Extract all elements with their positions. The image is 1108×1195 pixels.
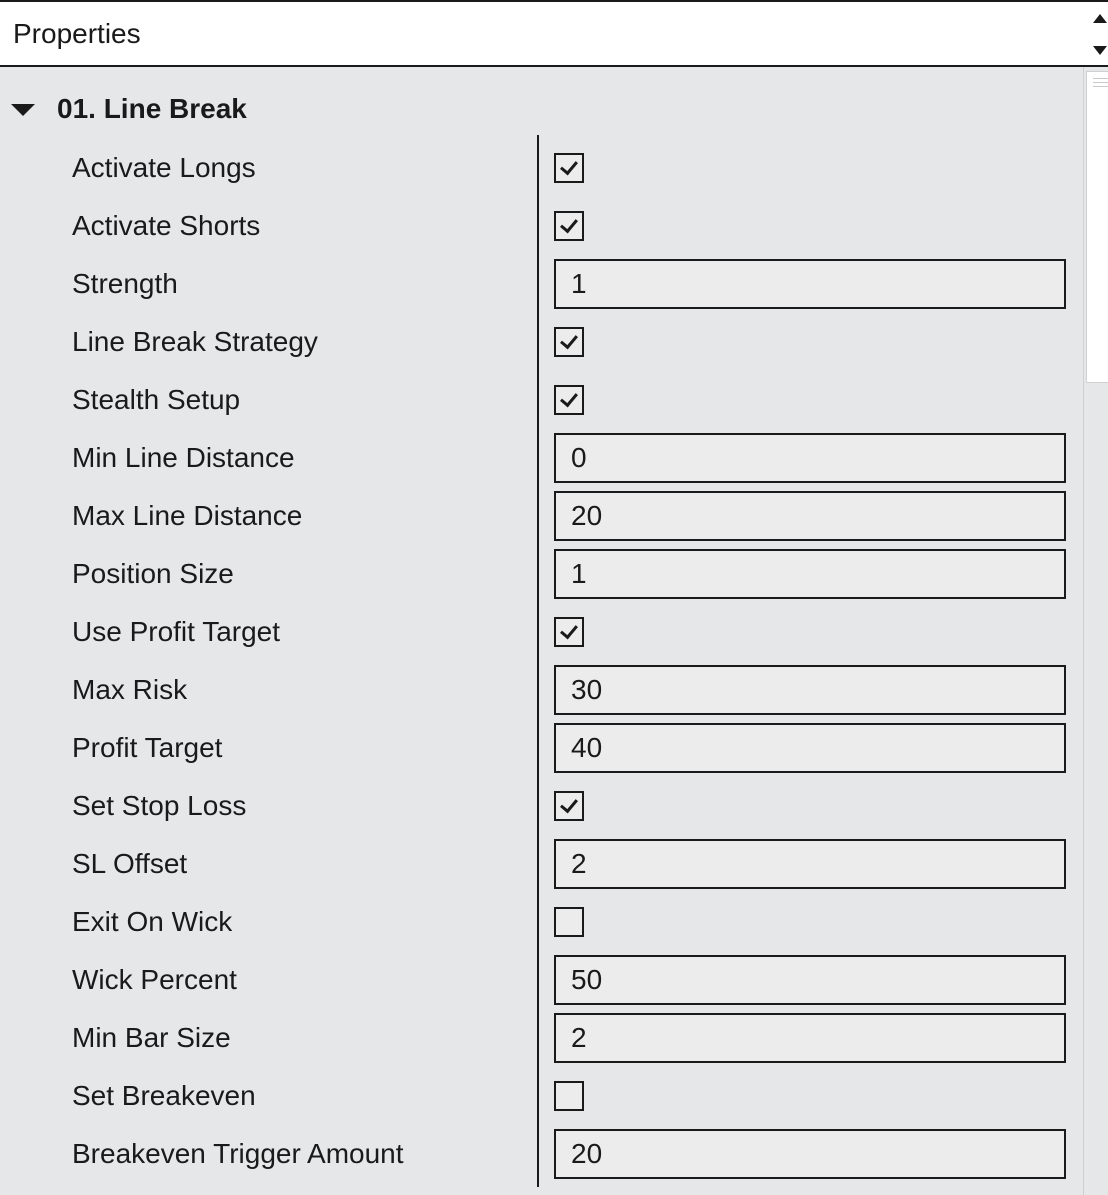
checkmark-icon: [560, 215, 578, 234]
property-label: Min Line Distance: [72, 442, 295, 473]
property-checkbox[interactable]: [554, 907, 584, 937]
property-label: Use Profit Target: [72, 616, 281, 647]
property-row: [0, 661, 1083, 719]
property-label: Min Bar Size: [72, 1022, 231, 1053]
property-row: [0, 1009, 1083, 1067]
property-value-input[interactable]: 50: [554, 955, 1066, 1005]
property-row: [0, 777, 1083, 835]
property-row: [0, 1067, 1083, 1125]
property-checkbox[interactable]: [554, 211, 584, 241]
properties-title: Properties: [13, 18, 141, 49]
property-label: Strength: [72, 268, 178, 299]
property-row: [0, 719, 1083, 777]
property-row: [0, 487, 1083, 545]
scrollbar-thumb[interactable]: [1086, 71, 1108, 383]
vertical-scrollbar[interactable]: [1083, 67, 1108, 1195]
property-row: [0, 197, 1083, 255]
scroll-up-icon[interactable]: [1093, 14, 1107, 23]
scroll-down-icon[interactable]: [1093, 46, 1107, 55]
category-line-break[interactable]: [0, 88, 1083, 132]
header-scroll-buttons: [1083, 0, 1108, 67]
scrollbar-grip: [1093, 82, 1108, 83]
property-value-input[interactable]: 0: [554, 433, 1066, 483]
property-label: Activate Shorts: [72, 210, 261, 241]
property-label: Exit On Wick: [72, 906, 233, 937]
property-grid: [0, 139, 1083, 1183]
scrollbar-grip: [1093, 86, 1108, 87]
properties-header: [0, 0, 1083, 67]
property-label: Position Size: [72, 558, 234, 589]
property-row: [0, 371, 1083, 429]
property-value-input[interactable]: 2: [554, 1013, 1066, 1063]
checkmark-icon: [560, 157, 578, 176]
property-row: [0, 893, 1083, 951]
property-checkbox[interactable]: [554, 617, 584, 647]
property-label: Activate Longs: [72, 152, 256, 183]
checkmark-icon: [560, 795, 578, 814]
property-value-input[interactable]: 2: [554, 839, 1066, 889]
property-row: [0, 835, 1083, 893]
category-title: 01. Line Break: [57, 93, 247, 124]
property-label: Line Break Strategy: [72, 326, 318, 357]
property-checkbox[interactable]: [554, 385, 584, 415]
property-checkbox[interactable]: [554, 153, 584, 183]
property-label: Breakeven Trigger Amount: [72, 1138, 404, 1169]
scrollbar-grip: [1093, 78, 1108, 79]
property-row: [0, 951, 1083, 1009]
property-value-input[interactable]: 1: [554, 549, 1066, 599]
property-value-input[interactable]: 20: [554, 491, 1066, 541]
property-row: [0, 1125, 1083, 1183]
property-label: Profit Target: [72, 732, 223, 763]
checkmark-icon: [560, 389, 578, 408]
checkmark-icon: [560, 331, 578, 350]
property-value-input[interactable]: 20: [554, 1129, 1066, 1179]
property-checkbox[interactable]: [554, 327, 584, 357]
property-row: [0, 139, 1083, 197]
property-value-input[interactable]: 40: [554, 723, 1066, 773]
property-row: [0, 255, 1083, 313]
property-label: Wick Percent: [72, 964, 237, 995]
property-label: SL Offset: [72, 848, 188, 879]
property-row: [0, 603, 1083, 661]
property-label: Set Breakeven: [72, 1080, 256, 1111]
collapse-triangle-icon[interactable]: [11, 104, 35, 116]
property-label: Max Line Distance: [72, 500, 303, 531]
property-checkbox[interactable]: [554, 791, 584, 821]
checkmark-icon: [560, 621, 578, 640]
property-row: [0, 429, 1083, 487]
property-label: Stealth Setup: [72, 384, 241, 415]
property-value-input[interactable]: 30: [554, 665, 1066, 715]
property-label: Set Stop Loss: [72, 790, 247, 821]
property-row: [0, 313, 1083, 371]
property-row: [0, 545, 1083, 603]
property-label: Max Risk: [72, 674, 188, 705]
property-value-input[interactable]: 1: [554, 259, 1066, 309]
property-checkbox[interactable]: [554, 1081, 584, 1111]
